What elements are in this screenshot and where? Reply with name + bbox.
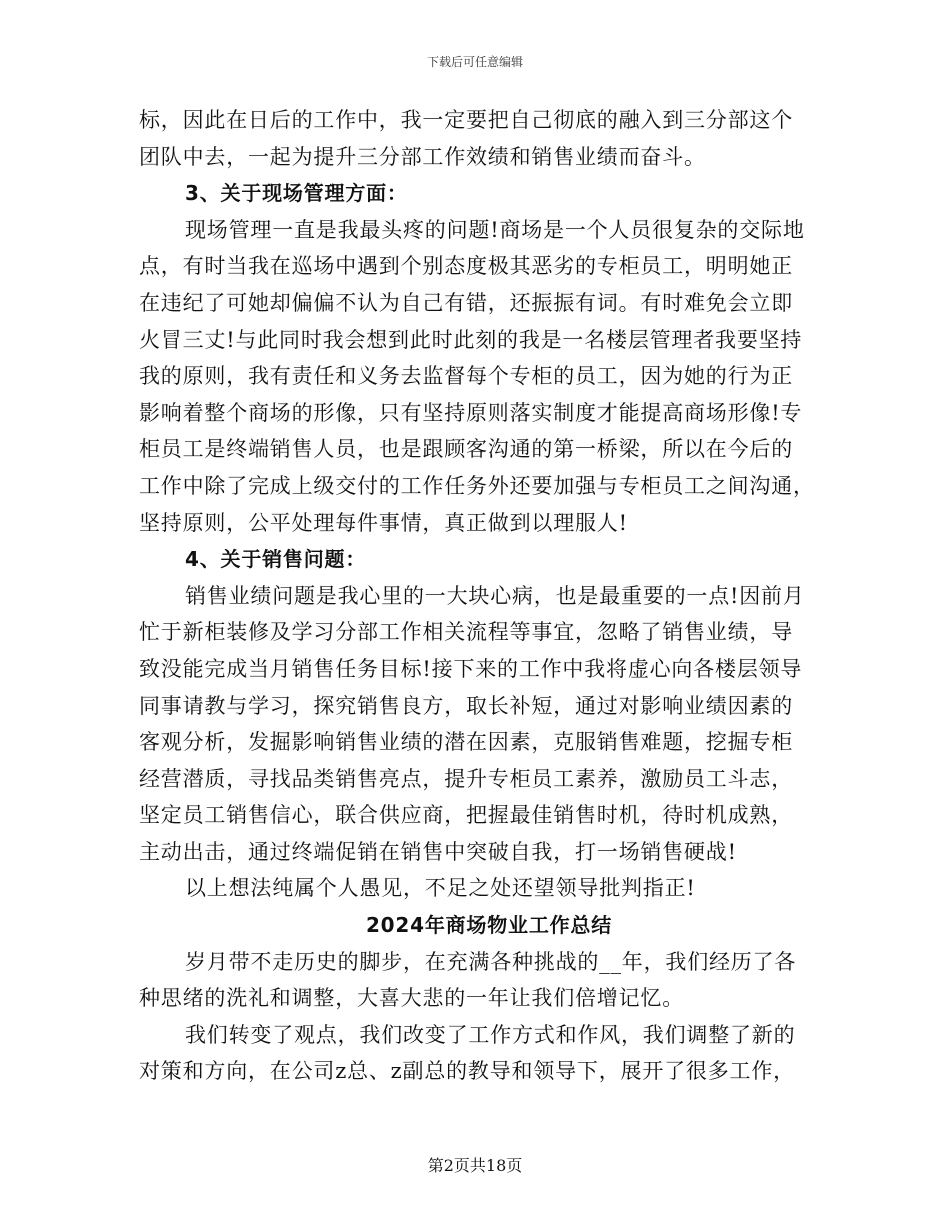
paragraph-line: 主动出击，通过终端促销在销售中突破自我，打一场销售硬战! bbox=[139, 839, 737, 864]
document-body bbox=[139, 102, 815, 1090]
paragraph-line: 柜员工是终端销售人员，也是跟顾客沟通的第一桥梁，所以在今后的 bbox=[139, 437, 793, 462]
paragraph-line: 同事请教与学习，探究销售良方，取长补短，通过对影响业绩因素的 bbox=[139, 693, 793, 718]
paragraph-line: 我们转变了观点，我们改变了工作方式和作风，我们调整了新的 bbox=[185, 1022, 796, 1047]
paragraph-line: 忙于新柜装修及学习分部工作相关流程等事宜，忽略了销售业绩，导 bbox=[139, 620, 793, 645]
paragraph-line: 客观分析，发掘影响销售业绩的潜在因素，克服销售难题，挖掘专柜 bbox=[139, 730, 793, 755]
page-header: 下载后可任意编辑 bbox=[426, 55, 523, 69]
paragraph-line: 火冒三丈!与此同时我会想到此时此刻的我是一名楼层管理者我要坚持 bbox=[139, 327, 803, 352]
paragraph-line: 工作中除了完成上级交付的工作任务外还要加强与专柜员工之间沟通， bbox=[139, 473, 815, 498]
paragraph-line: 致没能完成当月销售任务目标!接下来的工作中我将虚心向各楼层领导 bbox=[139, 656, 803, 681]
section-heading-site-management: 3、关于现场管理方面： bbox=[185, 181, 408, 206]
paragraph-line: 影响着整个商场的形像，只有坚持原则落实制度才能提高商场形像!专 bbox=[139, 400, 803, 425]
paragraph-line: 以上想法纯属个人愚见，不足之处还望领导批判指正! bbox=[185, 876, 696, 901]
paragraph-line: 现场管理一直是我最头疼的问题!商场是一个人员很复杂的交际地 bbox=[185, 217, 805, 242]
paragraph-line: 种思绪的洗礼和调整，大喜大悲的一年让我们倍增记忆。 bbox=[139, 986, 684, 1011]
paragraph-line: 坚定员工销售信心，联合供应商，把握最佳销售时机，待时机成熟， bbox=[139, 803, 793, 828]
paragraph-line: 销售业绩问题是我心里的一大块心病，也是最重要的一点!因前月 bbox=[185, 583, 805, 608]
paragraph-line: 对策和方向，在公司z总、z副总的教导和领导下，展开了很多工作， bbox=[139, 1059, 795, 1084]
paragraph-line: 岁月带不走历史的脚步，在充满各种挑战的__年，我们经历了各 bbox=[185, 949, 797, 974]
paragraph-line: 在违纪了可她却偏偏不认为自己有错，还振振有词。有时难免会立即 bbox=[139, 290, 793, 315]
paragraph-line: 经营潜质，寻找品类销售亮点，提升专柜员工素养，激励员工斗志， bbox=[139, 766, 793, 791]
paragraph-line: 团队中去，一起为提升三分部工作效绩和销售业绩而奋斗。 bbox=[139, 144, 706, 169]
paragraph-line: 标，因此在日后的工作中，我一定要把自己彻底的融入到三分部这个 bbox=[139, 108, 793, 132]
document-title: 2024年商场物业工作总结 bbox=[365, 913, 613, 938]
paragraph-line: 我的原则，我有责任和义务去监督每个专柜的员工，因为她的行为正 bbox=[139, 364, 793, 389]
paragraph-line: 坚持原则，公平处理每件事情，真正做到以理服人! bbox=[139, 510, 628, 535]
page-number: 第2页共18页 bbox=[427, 1156, 523, 1175]
paragraph-line: 点，有时当我在巡场中遇到个别态度极其恶劣的专柜员工，明明她正 bbox=[139, 254, 793, 279]
section-heading-sales: 4、关于销售问题： bbox=[185, 547, 367, 572]
